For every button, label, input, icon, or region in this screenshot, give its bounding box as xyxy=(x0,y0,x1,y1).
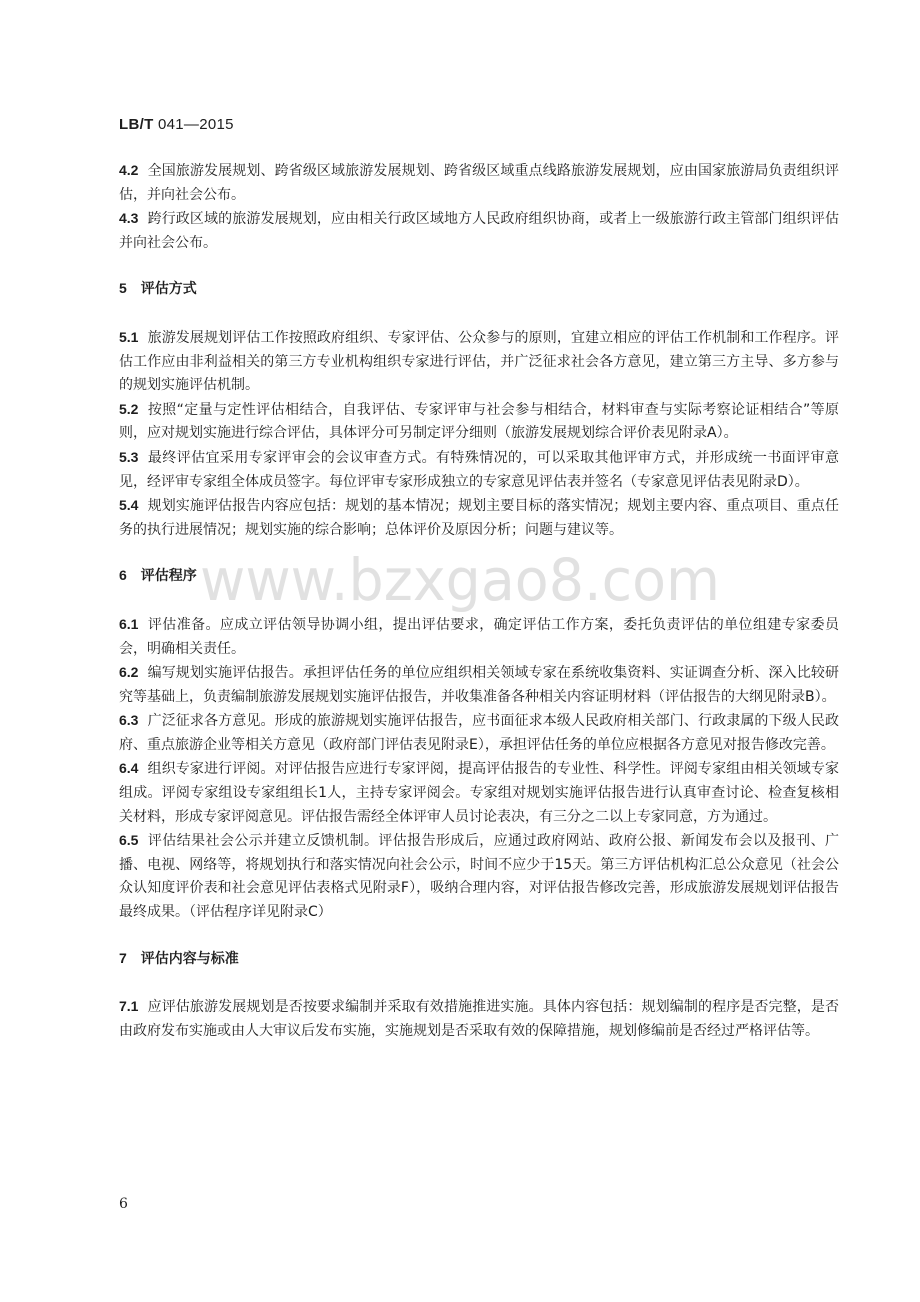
section-number: 5 xyxy=(119,280,127,297)
clause-6-2 xyxy=(119,661,839,709)
clause-text: 按照“定量与定性评估相结合，自我评估、专家评审与社会参与相结合，材料审查与实际考察论证相结合”等原则，应对规划实施进行综合评估，具体评分可另制定评分细则（旅游发展规划综合评价表见附录A）。 xyxy=(119,401,839,442)
clause-6-5 xyxy=(119,829,839,924)
section-number: 7 xyxy=(119,949,127,966)
page-number: 6 xyxy=(119,1196,128,1212)
clause-number: 5.2 xyxy=(119,400,139,417)
section-title-text: 评估方式 xyxy=(140,281,197,298)
clause-number: 6.4 xyxy=(119,760,139,777)
clause-number: 6.5 xyxy=(119,832,139,849)
clause-number: 4.3 xyxy=(119,210,139,227)
section-heading-6 xyxy=(119,564,839,589)
clause-text: 规划实施评估报告内容应包括：规划的基本情况；规划主要目标的落实情况；规划主要内容、重点项目、重点任务的执行进展情况；规划实施的综合影响；总体评价及原因分析；问题与建议等。 xyxy=(119,498,839,538)
clause-number: 6.2 xyxy=(119,664,139,681)
section-title-text: 评估内容与标准 xyxy=(140,950,239,967)
clause-number: 5.1 xyxy=(119,328,139,345)
clause-5-1 xyxy=(119,326,839,398)
clause-text: 最终评估宜采用专家评审会的会议审查方式。有特殊情况的，可以采取其他评审方式，并形成统一书面评审意见，经评审专家组全体成员签字。每位评审专家形成独立的专家意见评估表并签名（专家意见评估表见附录D）。 xyxy=(119,449,839,490)
clause-text: 编写规划实施评估报告。承担评估任务的单位应组织相关领域专家在系统收集资料、实证调查分析、深入比较研究等基础上，负责编制旅游发展规划实施评估报告，并收集准备各种相关内容证明材料（评估报告的大纲见附录B）。 xyxy=(119,665,839,705)
clause-text: 评估准备。应成立评估领导协调小组，提出评估要求，确定评估工作方案，委托负责评估的单位组建专家委员会，明确相关责任。 xyxy=(119,616,839,657)
section-heading-7 xyxy=(119,947,839,972)
clause-text: 跨行政区域的旅游发展规划，应由相关行政区域地方人民政府组织协商，或者上一级旅游行政主管部门组织评估并向社会公布。 xyxy=(119,211,839,251)
clause-number: 4.2 xyxy=(119,162,139,178)
clause-number: 5.3 xyxy=(119,448,139,465)
clause-5-3 xyxy=(119,446,839,494)
document-body xyxy=(119,159,839,1043)
clause-number: 7.1 xyxy=(119,998,139,1015)
clause-6-4 xyxy=(119,757,839,829)
clause-text: 组织专家进行评阅。对评估报告应进行专家评阅，提高评估报告的专业性、科学性。评阅专家组由相关领域专家组成。评阅专家组设专家组组长1人，主持专家评阅会。专家组对规划实施评估报告进行认真审查讨论、检查复核相关材料，形成专家评阅意见。评估报告需经全体评审人员讨论表决，有三分之二以上专家同意，方为通过。 xyxy=(119,761,839,825)
section-title-text: 评估程序 xyxy=(140,568,197,585)
section-heading-5 xyxy=(119,277,839,302)
standard-code-header xyxy=(119,116,234,133)
clause-7-1 xyxy=(119,995,839,1043)
clause-text: 评估结果社会公示并建立反馈机制。评估报告形成后，应通过政府网站、政府公报、新闻发布会以及报刊、广播、电视、网络等，将规划执行和落实情况向社会公示，时间不应少于15天。第三方评估机构汇总公众意见（社会公众认知度评价表和社会意见评估表格式见附录F），吸纳合理内容，对评估报告修改完善，形成旅游发展规划评估报告最终成果。（评估程序详见附录C） xyxy=(119,833,839,921)
clause-4-2 xyxy=(119,159,839,207)
clause-6-1 xyxy=(119,613,839,661)
clause-text: 广泛征求各方意见。形成的旅游规划实施评估报告，应书面征求本级人民政府相关部门、行政隶属的下级人民政府、重点旅游企业等相关方意见（政府部门评估表见附录E），承担评估任务的单位应根据各方意见对报告修改完善。 xyxy=(119,713,839,753)
clause-number: 5.4 xyxy=(119,497,139,514)
standard-number: 041—2015 xyxy=(153,116,234,133)
clause-5-2 xyxy=(119,398,839,446)
watermark-text: www.bzxgao8.com xyxy=(200,546,720,614)
clause-4-3 xyxy=(119,207,839,255)
clause-text: 全国旅游发展规划、跨省级区域旅游发展规划、跨省级区域重点线路旅游发展规划，应由国家旅游局负责组织评估，并向社会公布。 xyxy=(119,163,839,203)
clause-6-3 xyxy=(119,709,839,757)
clause-5-4 xyxy=(119,494,839,542)
clause-text: 应评估旅游发展规划是否按要求编制并采取有效措施推进实施。具体内容包括：规划编制的程序是否完整，是否由政府发布实施或由人大审议后发布实施，实施规划是否采取有效的保障措施，规划修编前是否经过严格评估等。 xyxy=(119,999,839,1039)
standard-prefix: LB/T xyxy=(119,116,154,133)
clause-text: 旅游发展规划评估工作按照政府组织、专家评估、公众参与的原则，宜建立相应的评估工作机制和工作程序。评估工作应由非利益相关的第三方专业机构组织专家进行评估，并广泛征求社会各方意见，建立第三方主导、多方参与的规划实施评估机制。 xyxy=(119,329,839,394)
clause-number: 6.3 xyxy=(119,712,139,729)
section-number: 6 xyxy=(119,567,127,584)
clause-number: 6.1 xyxy=(119,615,139,632)
